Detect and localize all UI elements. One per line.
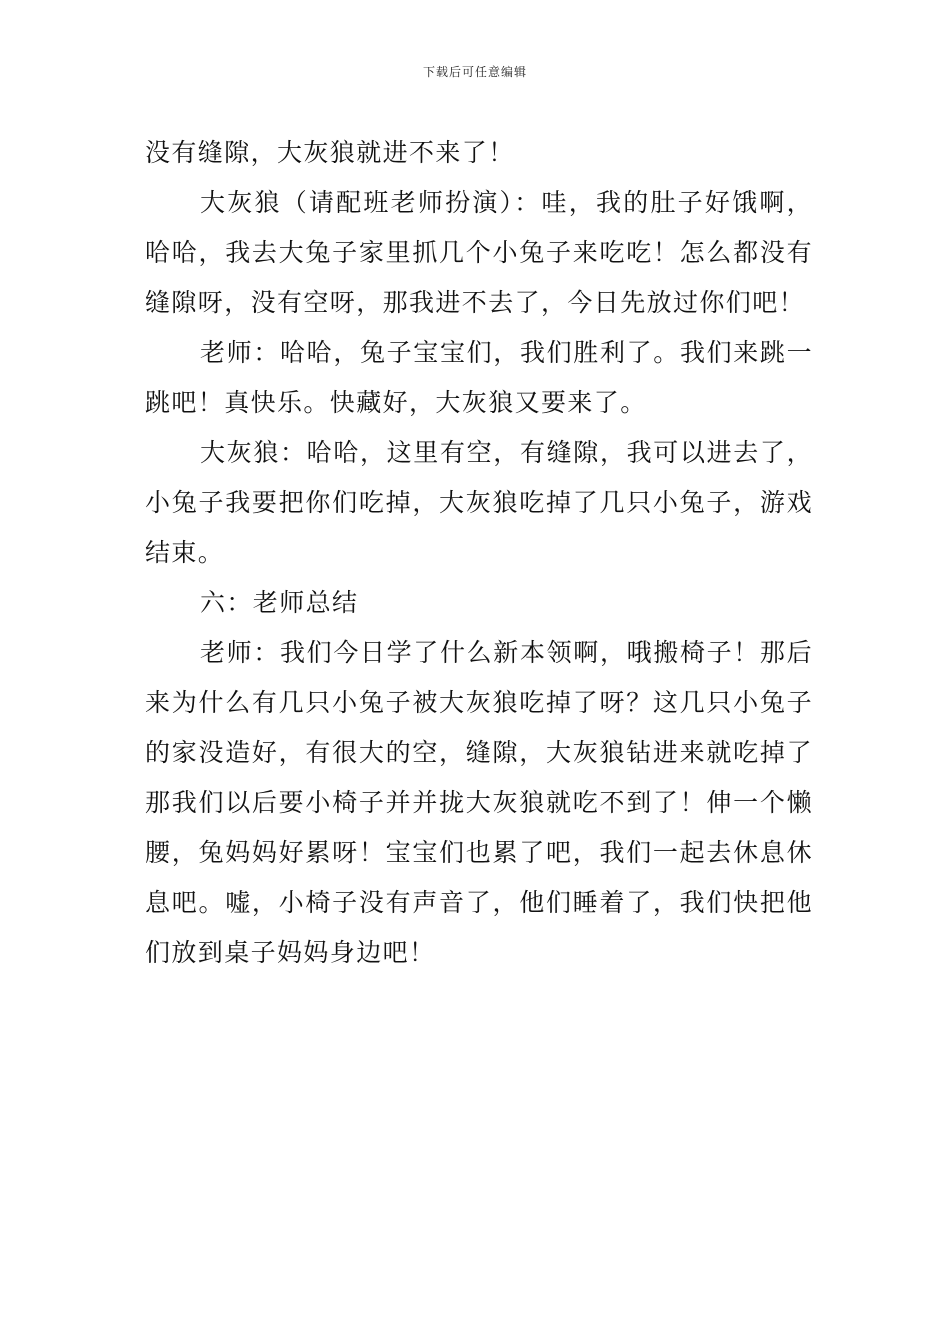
paragraph-5: 老师：我们今日学了什么新本领啊，哦搬椅子！那后来为什么有几只小兔子被大灰狼吃掉了呀？这几只小兔子的家没造好，有很大的空，缝隙，大灰狼钻进来就吃掉了那我们以后要小椅子并并拢大灰狼就吃不到了！伸一个懒腰，兔妈妈好累呀！宝宝们也累了吧，我们一起去休息休息吧。嘘，小椅子没有声音了，他们睡着了，我们快把他们放到桌子妈妈身边吧！ [145, 638, 813, 967]
paragraph-1: 没有缝隙，大灰狼就进不来了！ [145, 138, 515, 167]
section-heading: 六：老师总结 [200, 588, 359, 617]
document-body [145, 128, 813, 978]
page-header: 下载后可任意编辑 [422, 65, 527, 79]
paragraph-3: 老师：哈哈，兔子宝宝们，我们胜利了。我们来跳一跳吧！真快乐。快藏好，大灰狼又要来了。 [145, 338, 813, 417]
paragraph-2: 大灰狼（请配班老师扮演）：哇，我的肚子好饿啊，哈哈，我去大兔子家里抓几个小兔子来吃吃！怎么都没有缝隙呀，没有空呀，那我进不去了，今日先放过你们吧！ [145, 188, 813, 317]
paragraph-4: 大灰狼：哈哈，这里有空，有缝隙，我可以进去了，小兔子我要把你们吃掉，大灰狼吃掉了几只小兔子，游戏结束。 [145, 438, 813, 567]
